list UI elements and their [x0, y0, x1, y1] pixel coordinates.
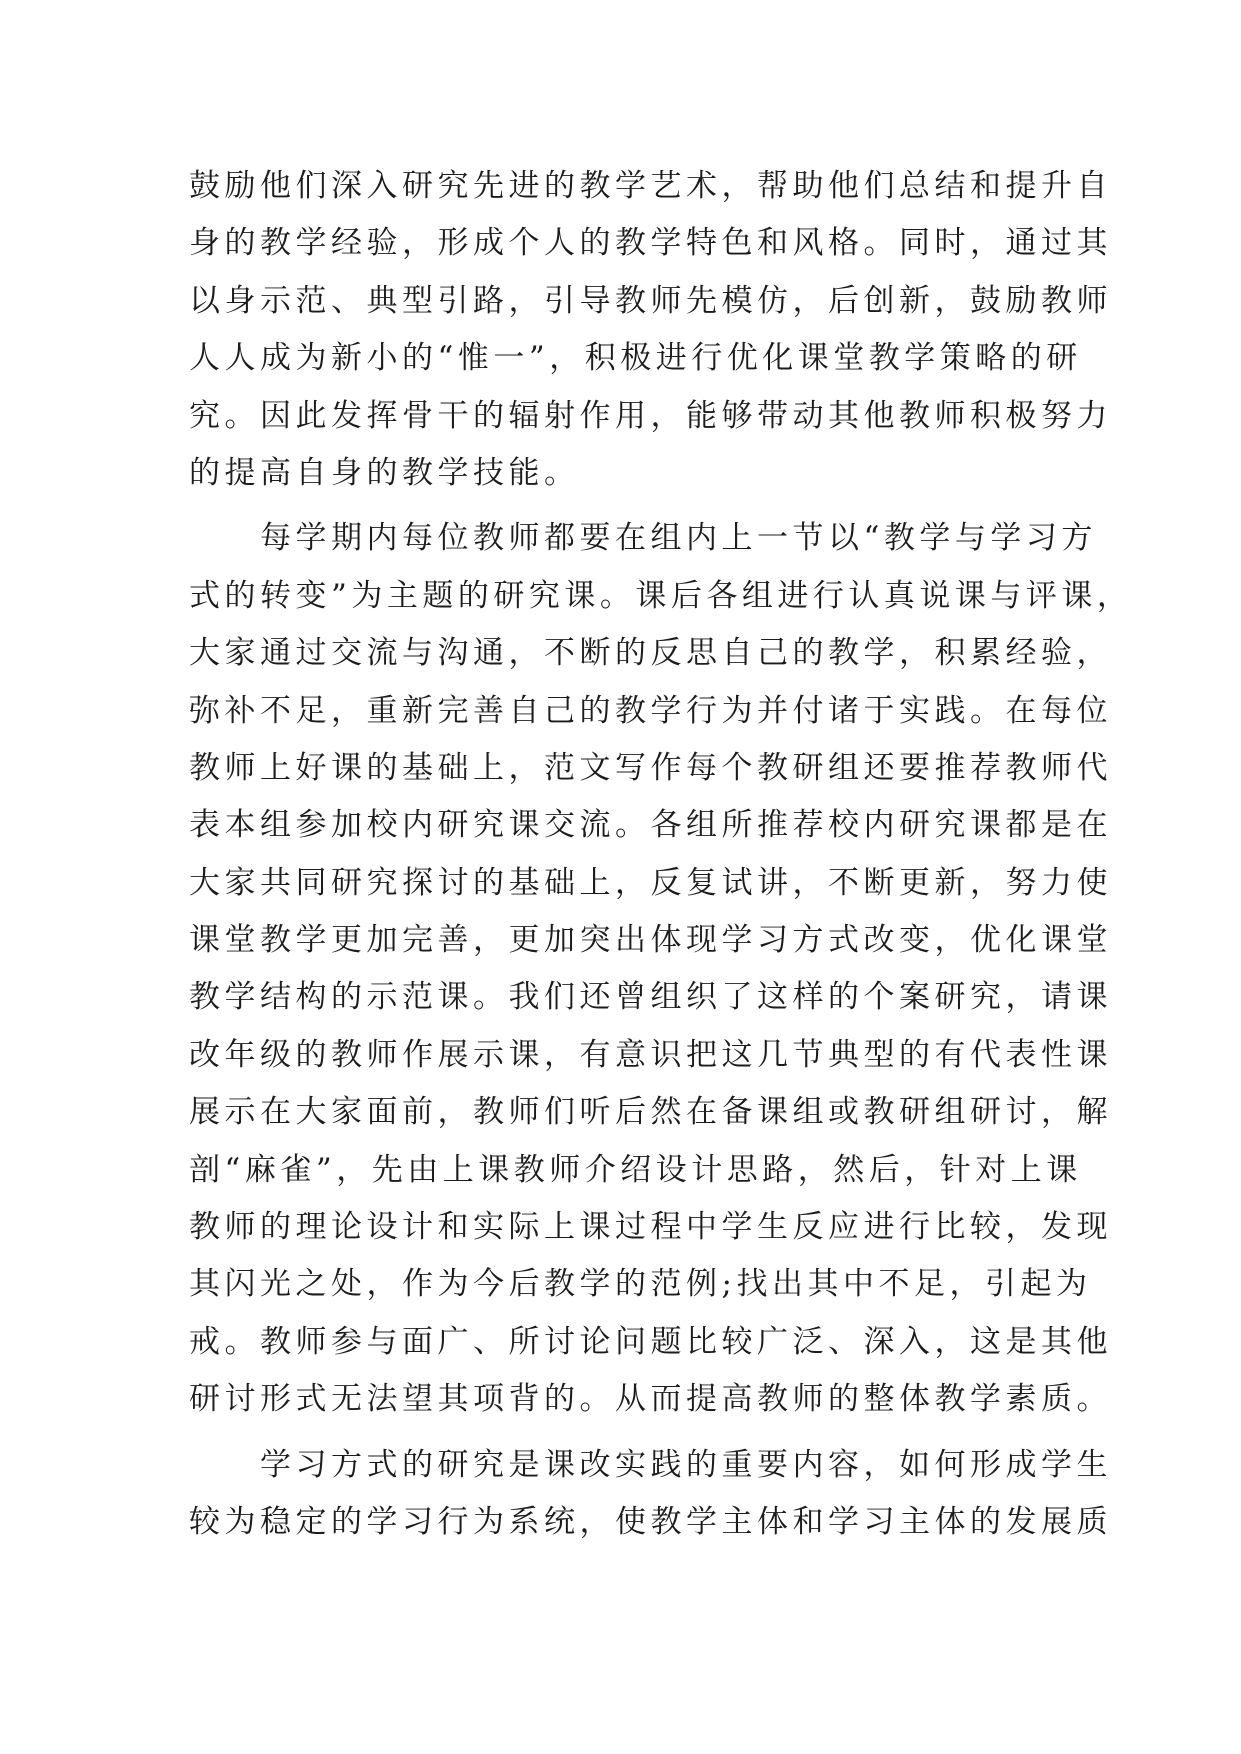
text-line: 剖“麻雀”，先由上课教师介绍设计思路，然后，针对上课 — [189, 1151, 1082, 1188]
text-line: 身的教学经验，形成个人的教学特色和风格。同时，通过其 — [189, 225, 1112, 262]
text-line: 式的转变”为主题的研究课。课后各组进行认真说课与评课， — [189, 577, 1133, 614]
text-line: 鼓励他们深入研究先进的教学艺术，帮助他们总结和提升自 — [189, 168, 1112, 204]
text-line: 以身示范、典型引路，引导教师先模仿，后创新，鼓励教师 — [189, 282, 1112, 319]
text-line: 学习方式的研究是课改实践的重要内容，如何形成学生 — [260, 1446, 1112, 1483]
paragraph — [189, 1437, 1112, 1552]
text-line: 教师上好课的基础上，范文写作每个教研组还要推荐教师代 — [189, 749, 1112, 786]
paragraph — [189, 510, 1133, 1428]
text-line: 改年级的教师作展示课，有意识把这几节典型的有代表性课 — [189, 1036, 1112, 1073]
text-line: 大家通过交流与沟通，不断的反思自己的教学，积累经验， — [189, 635, 1112, 672]
document-body — [189, 158, 1133, 1551]
text-line: 究。因此发挥骨干的辐射作用，能够带动其他教师积极努力 — [189, 397, 1112, 434]
text-line: 戒。教师参与面广、所讨论问题比较广泛、深入，这是其他 — [189, 1323, 1112, 1360]
text-line: 大家共同研究探讨的基础上，反复试讲，不断更新，努力使 — [189, 864, 1112, 901]
paragraph — [189, 158, 1112, 502]
text-line: 弥补不足，重新完善自己的教学行为并付诸于实践。在每位 — [189, 692, 1112, 729]
text-line: 人人成为新小的“惟一”，积极进行优化课堂教学策略的研 — [189, 340, 1082, 377]
text-line: 表本组参加校内研究课交流。各组所推荐校内研究课都是在 — [189, 807, 1112, 844]
text-line: 的提高自身的教学技能。 — [189, 454, 580, 491]
text-line: 教学结构的示范课。我们还曾组织了这样的个案研究，请课 — [189, 979, 1112, 1016]
text-line: 课堂教学更加完善，更加突出体现学习方式改变，优化课堂 — [189, 922, 1112, 959]
text-line: 研讨形式无法望其项背的。从而提高教师的整体教学素质。 — [189, 1381, 1112, 1418]
text-line: 较为稳定的学习行为系统，使教学主体和学习主体的发展质 — [189, 1503, 1112, 1540]
text-line: 每学期内每位教师都要在组内上一节以“教学与学习方 — [260, 520, 1097, 557]
text-line: 教师的理论设计和实际上课过程中学生反应进行比较，发现 — [189, 1209, 1112, 1246]
text-line: 其闪光之处，作为今后教学的范例;找出其中不足，引起为 — [189, 1266, 1092, 1303]
text-line: 展示在大家面前，教师们听后然在备课组或教研组研讨，解 — [189, 1094, 1112, 1131]
